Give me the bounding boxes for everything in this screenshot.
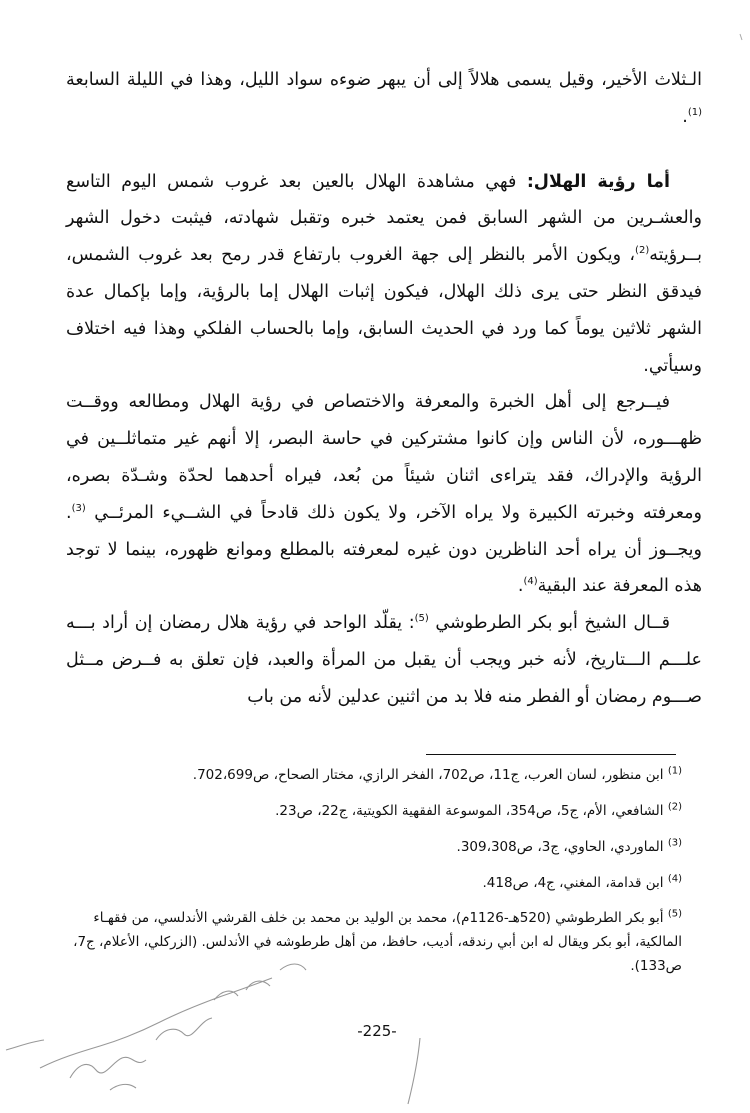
paragraph-3-text-a: فيــرجع إلى أهل الخبرة والمعرفة والاختصاص في رؤية الهلال ومطالعه ووقــت ظهـــوره، لأن الناس وإن كانوا مشتركين في حاسة البصر، إلا أنهم غير متماثلــين في الرؤية والإدراك، فقد يتراءى اثنان شيئاً من بُعد، فيراه أحدهما لحدّة وشـدّة بصره، ومعرفته وخبرته الكبيرة ولا يراه الآخر، ولا يكون ذلك قادحاً في الشــيء المرئــي <box>66 392 702 523</box>
footnote-number: (4) <box>667 873 682 885</box>
footnote-ref-2: (2) <box>635 245 650 257</box>
footnote-5 <box>66 906 682 978</box>
footnote-text: أبو بكر الطرطوشي (520هـ-1126م)، محمد بن الوليد بن محمد بن خلف القرشي الأندلسي، من فقهـاء المالكية، أبو بكر ويقال له ابن أبي رندقه، أديب، حافظ، من أهل طرطوشه في الأندلس. (الزركلي، الأعلام، ج7، ص133). <box>73 910 682 974</box>
paragraph-2-text-b: ، ويكون الأمر بالنظر إلى جهة الغروب بارتفاع قدر رمح بعد غروب الشمس، فيدقق النظر حتى يرى ذلك الهلال، فيكون إثبات الهلال إما بالرؤية، وإما بإكمال عدة الشهر ثلاثين يوماً كما ورد في الحديث السابق، وإما بالحساب الفلكي وهذا فيه اختلاف وسيأتي. <box>66 245 702 376</box>
page-number: -225- <box>357 1022 397 1040</box>
footnote-ref-1: (1) <box>687 106 702 118</box>
footnote-3 <box>66 834 682 860</box>
footnote-text: الشافعي، الأم، ج5، ص354، الموسوعة الفقهية الكويتية، ج22، ص23. <box>275 803 668 819</box>
footnote-number: (3) <box>667 837 682 849</box>
paragraph-3-text-c: . <box>517 576 524 597</box>
footnotes <box>66 762 682 988</box>
main-text <box>66 62 702 716</box>
footnote-text: ابن منظور، لسان العرب، ج11، ص702، الفخر الرازي، مختار الصحاح، ص702،699. <box>192 767 668 783</box>
footnote-number: (1) <box>667 765 682 777</box>
footnote-text: الماوردي، الحاوي، ج3، ص309،308. <box>456 839 668 855</box>
section-heading: أما رؤية الهلال: <box>526 171 670 192</box>
footnote-number: (2) <box>667 801 682 813</box>
paragraph-4-text-a: قــال الشيخ أبو بكر الطرطوشي <box>435 613 670 634</box>
paragraph-1-line-1: الـثلاث الأخير، وقيل يسمى هلالاً إلى أن يبهر ضوءه سواد الليل، وهذا في الليلة <box>126 70 702 90</box>
footnote-ref-4: (4) <box>523 576 538 588</box>
footnote-number: (5) <box>667 908 682 920</box>
paragraph-3 <box>66 384 702 605</box>
paragraph-1-line-2: السابعة <box>66 70 120 90</box>
footnote-text: ابن قدامة، المغني، ج4، ص418. <box>482 875 668 891</box>
paragraph-2-text-a: فهي مشاهدة الهلال بالعين بعد غروب شمس اليوم التاسع والعشـرين من الشهر السابق فمن يعتمد خبره وتقبل شهادته، فيثبت دخول الشهر بــرؤيته <box>66 171 702 266</box>
paragraph-3-text-b: . ويجــوز أن يراه أحد الناظرين دون غيره لمعرفته بالمطلع وموانع ظهوره، بينما لا توجد هذه المعرفة عند البقية <box>66 502 702 597</box>
paragraph-4-text-b: : يقلّد الواحد في رؤية هلال رمضان إن أراد بـــه علـــم الـــتاريخ، لأنه خبر ويجب أن يقبل من المرأة والعبد، فإن تعلق به فــرض مــثل صـــوم رمضان أو الفطر منه فلا بد من اثنين عدلين لأنه من باب <box>66 613 702 707</box>
paragraph-4 <box>66 605 702 715</box>
footnote-ref-5: (5) <box>414 613 429 625</box>
footnote-separator <box>426 754 676 755</box>
paragraph-2 <box>66 164 702 385</box>
footnote-4 <box>66 870 682 896</box>
footnote-ref-3: (3) <box>71 502 86 514</box>
footnote-2 <box>66 798 682 824</box>
paragraph-1: الـثلاث الأخير، وقيل يسمى هلالاً إلى أن يبهر ضوءه سواد الليل، وهذا في الليلة السابعة $^{(1)}$. <box>66 70 702 127</box>
footnote-1 <box>66 762 682 788</box>
